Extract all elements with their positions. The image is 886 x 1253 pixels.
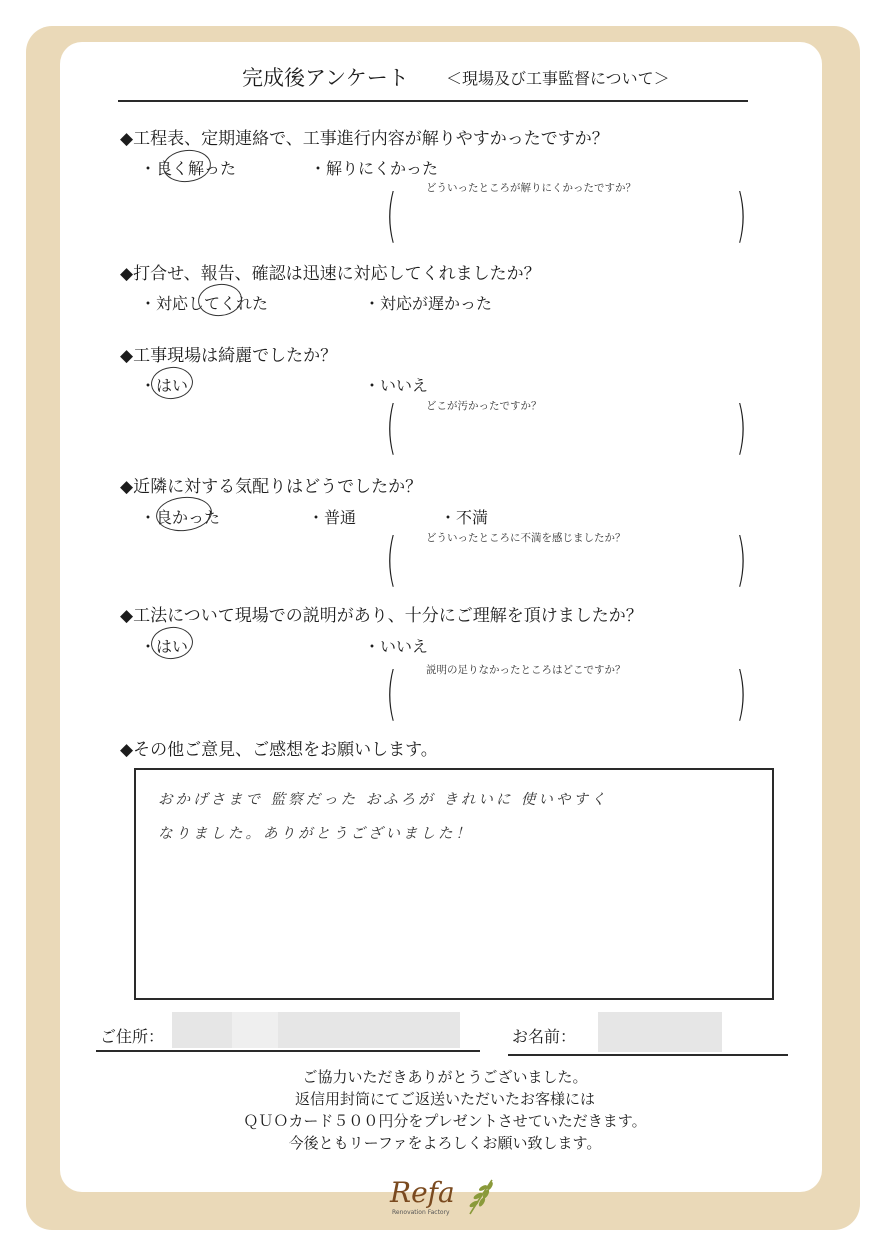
refa-tagline: Renovation Factory [392,1209,450,1216]
q5-option-yes[interactable]: ・はい [140,637,189,656]
leaf-icon [460,1176,500,1216]
q5-followup-prompt: 説明の足りなかったところはどこですか？ [426,664,626,676]
handwritten-comment-line-2: なりました。ありがとうございました！ [158,826,473,842]
handwritten-comment-line-1: おかげさまで 監察だった おふろが きれいに 使いやすく [158,792,609,808]
name-redaction [598,1012,722,1052]
survey-title: 完成後アンケート [242,66,409,90]
q2-option-slow[interactable]: ・対応が遅かった [364,294,493,313]
q4-option-good[interactable]: ・良かった [140,508,221,527]
q5-open-paren: ( [386,659,397,727]
q4-option-dissatisfied[interactable]: ・不満 [440,508,489,527]
q1-followup-prompt: どういったところが解りにくかったですか？ [426,182,636,194]
q4-option-average[interactable]: ・普通 [308,508,357,527]
q4-followup-prompt: どういったところに不満を感じましたか？ [426,532,626,544]
comments-prompt: ◆その他ご意見、ご感想をお願いします。 [120,740,438,760]
address-label: ご住所： [100,1027,165,1046]
address-redaction [172,1012,460,1048]
question-5-text: ◆工法について現場での説明があり、十分にご理解を頂けましたか？ [120,606,643,626]
name-underline [508,1054,788,1056]
q3-close-paren: ) [736,393,747,461]
q3-open-paren: ( [386,393,397,461]
title-underline [118,100,748,102]
address-redaction-band [232,1012,278,1048]
name-label: お名前： [512,1027,577,1046]
survey-subtitle: ＜現場及び工事監督について＞ [446,69,670,88]
q2-option-responsive[interactable]: ・対応してくれた [140,294,269,313]
question-1-text: ◆工程表、定期連絡で、工事進行内容が解りやすかったですか？ [120,129,609,149]
q5-option-no[interactable]: ・いいえ [364,637,429,656]
address-underline [96,1050,480,1052]
q4-open-paren: ( [386,525,397,593]
q3-option-no[interactable]: ・いいえ [364,376,429,395]
refa-logo: Refa [390,1176,455,1209]
q5-close-paren: ) [736,659,747,727]
question-2-text: ◆打合せ、報告、確認は迅速に対応してくれましたか？ [120,264,541,284]
question-3-text: ◆工事現場は綺麗でしたか？ [120,346,338,366]
q4-close-paren: ) [736,525,747,593]
q1-option-unclear[interactable]: ・解りにくかった [310,159,439,178]
q1-close-paren: ) [736,181,747,249]
thanks-line-3: ＱＵＯカード５００円分をプレゼントさせていただきます。 [243,1112,647,1130]
thanks-line-2: 返信用封筒にてご返送いただいたお客様には [294,1090,595,1108]
q1-open-paren: ( [386,181,397,249]
question-4-text: ◆近隣に対する気配りはどうでしたか？ [120,477,423,497]
thanks-line-4: 今後ともリーファをよろしくお願い致します。 [288,1134,602,1152]
thanks-line-1: ご協力いただきありがとうございました。 [302,1068,588,1086]
q3-followup-prompt: どこが汚かったですか？ [426,400,542,412]
q3-option-yes[interactable]: ・はい [140,376,189,395]
q1-option-good[interactable]: ・良く解った [140,159,237,178]
